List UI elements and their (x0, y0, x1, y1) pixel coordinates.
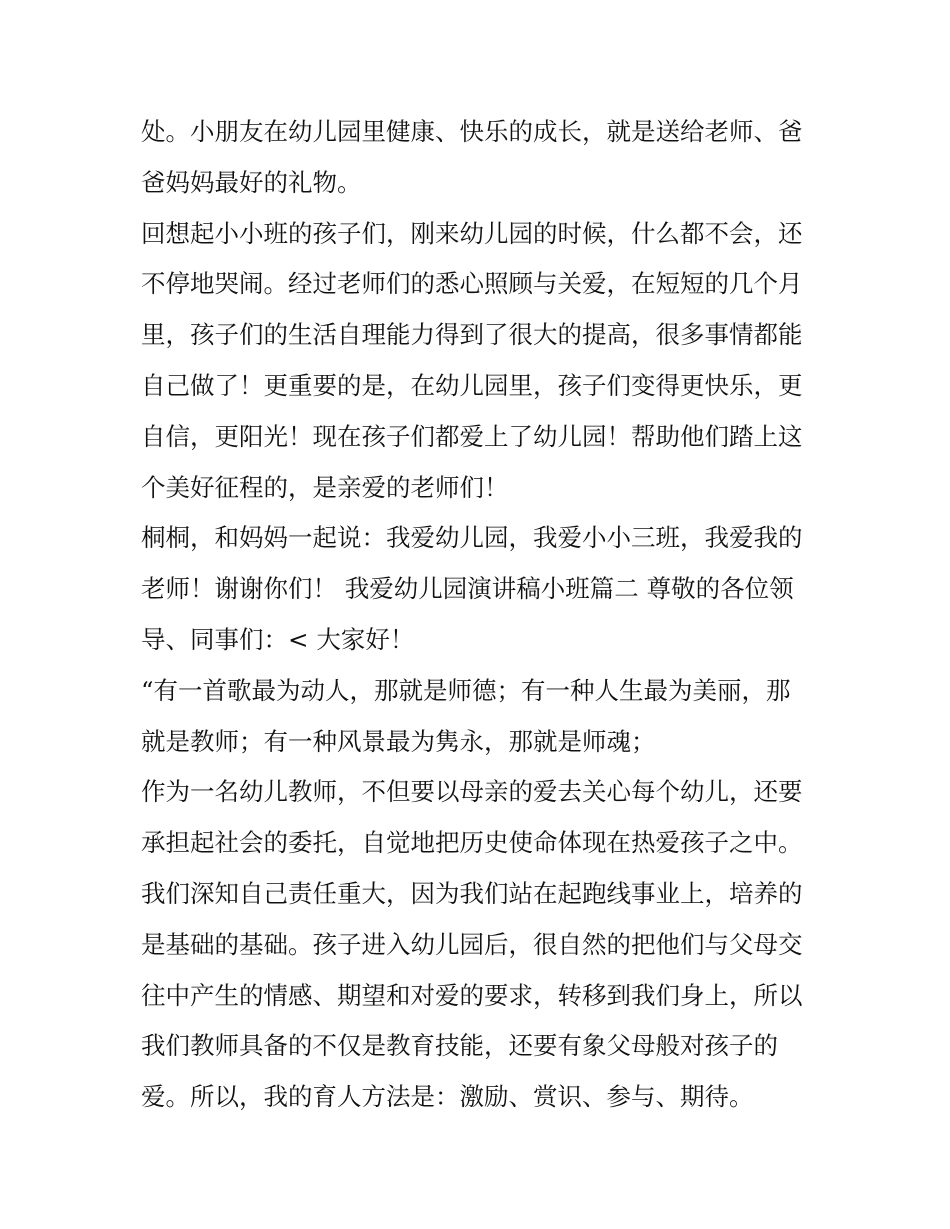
text-line: “有一首歌最为动人，那就是师德；有一种人生最为美丽，那 (141, 675, 791, 705)
text-line: 不停地哭闹。经过老师们的悉心照顾与关爱，在短短的几个月 (141, 269, 803, 299)
document-body (141, 107, 821, 1123)
text-line: 承担起社会的委托，自觉地把历史使命体现在热爱孩子之中。 (141, 828, 803, 858)
text-line: 回想起小小班的孩子们，刚来幼儿园的时候，什么都不会，还 (141, 218, 803, 248)
text-line: 里，孩子们的生活自理能力得到了很大的提高，很多事情都能 (141, 320, 803, 350)
text-line: 爸妈妈最好的礼物。 (141, 167, 362, 197)
text-line: 个美好征程的，是亲爱的老师们！ (141, 472, 509, 502)
text-line: 自己做了！更重要的是，在幼儿园里，孩子们变得更快乐，更 (141, 370, 803, 400)
text-line: 是基础的基础。孩子进入幼儿园后，很自然的把他们与父母交 (141, 929, 803, 959)
text-line: 桐桐，和妈妈一起说：我爱幼儿园，我爱小小三班，我爱我的 (141, 523, 803, 553)
text-line: 往中产生的情感、期望和对爱的要求，转移到我们身上，所以 (141, 980, 803, 1010)
text-line: 自信，更阳光！现在孩子们都爱上了幼儿园！帮助他们踏上这 (141, 421, 803, 451)
text-line: 我们教师具备的不仅是教育技能，还要有象父母般对孩子的 (141, 1031, 778, 1061)
text-line: 作为一名幼儿教师，不但要以母亲的爱去关心每个幼儿，还要 (141, 777, 803, 807)
text-line: 就是教师；有一种风景最为隽永，那就是师魂； (141, 726, 656, 756)
text-line: 我们深知自己责任重大，因为我们站在起跑线事业上，培养的 (141, 878, 803, 908)
text-line: 处。小朋友在幼儿园里健康、快乐的成长，就是送给老师、爸 (141, 117, 803, 146)
text-line: 导、同事们：< 大家好！ (141, 624, 415, 654)
text-line: 老师！谢谢你们！ 我爱幼儿园演讲稿小班篇二 尊敬的各位领 (141, 574, 794, 604)
text-line: 爱。所以，我的育人方法是：激励、赏识、参与、期待。 (141, 1082, 754, 1112)
